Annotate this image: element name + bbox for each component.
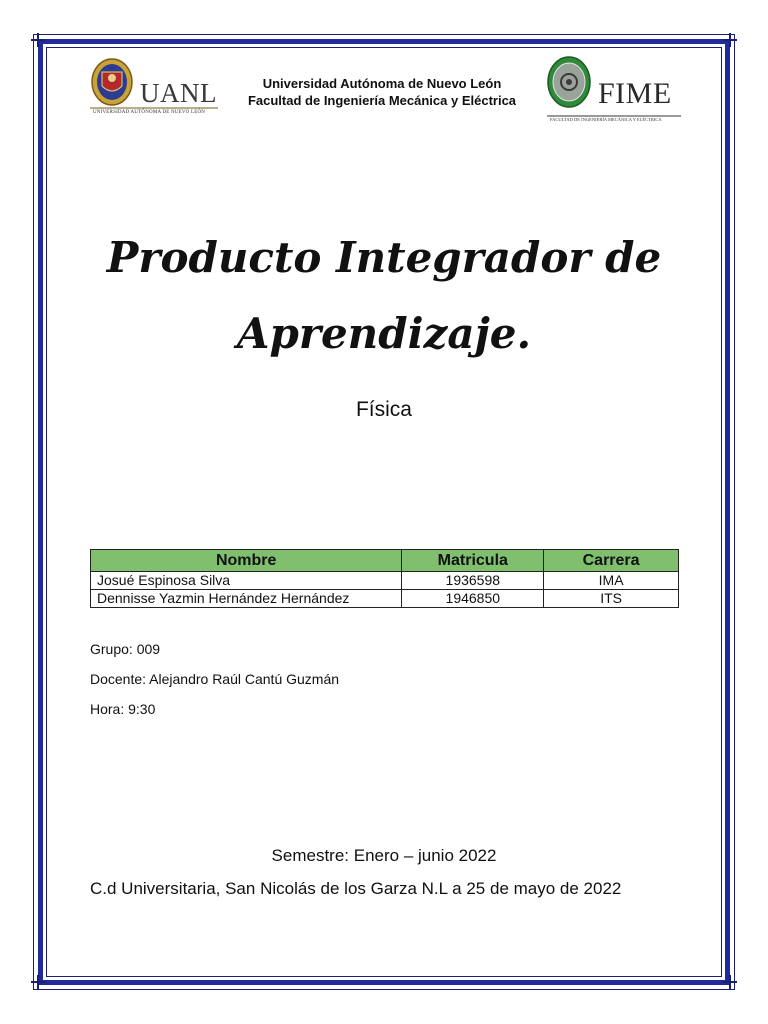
page-border-inner	[46, 47, 722, 977]
student-name: Dennisse Yazmin Hernández Hernández	[91, 590, 402, 608]
student-id: 1946850	[402, 590, 544, 608]
student-career: ITS	[544, 590, 679, 608]
student-id: 1936598	[402, 572, 544, 590]
student-name: Josué Espinosa Silva	[91, 572, 402, 590]
group-line: Grupo: 009	[90, 641, 161, 657]
fime-logo-text: FIME	[598, 77, 672, 110]
column-header-nombre: Nombre	[91, 550, 402, 572]
border-corner-ornament	[723, 975, 737, 989]
institution-header	[228, 75, 536, 109]
place-date-line: C.d Universitaria, San Nicolás de los Garza N.L a 25 de mayo de 2022	[90, 879, 622, 898]
university-name: Universidad Autónoma de Nuevo León	[262, 76, 502, 91]
border-corner-ornament	[31, 975, 45, 989]
semester-line: Semestre: Enero – junio 2022	[271, 846, 497, 865]
teacher-line: Docente: Alejandro Raúl Cantú Guzmán	[90, 671, 340, 687]
uanl-logo-text: UANL	[140, 78, 217, 108]
time-line: Hora: 9:30	[90, 701, 156, 717]
border-corner-ornament	[723, 33, 737, 47]
table-header-row	[91, 550, 679, 572]
students-table	[90, 549, 679, 608]
title-line-1: Producto Integrador de	[106, 233, 662, 282]
border-corner-ornament	[31, 33, 45, 47]
document-title	[100, 220, 668, 372]
column-header-matricula: Matricula	[402, 550, 544, 572]
subject-name: Física	[355, 398, 412, 421]
table-row	[91, 572, 679, 590]
column-header-carrera: Carrera	[544, 550, 679, 572]
student-career: IMA	[544, 572, 679, 590]
title-line-2: Aprendizaje.	[236, 309, 532, 358]
uanl-logo-subtext: UNIVERSIDAD AUTÓNOMA DE NUEVO LEÓN	[93, 110, 206, 115]
table-row	[91, 590, 679, 608]
fime-logo-subtext: FACULTAD DE INGENIERÍA MECÁNICA Y ELÉCTRICA	[550, 117, 662, 122]
faculty-name: Facultad de Ingeniería Mecánica y Eléctrica	[247, 93, 517, 108]
